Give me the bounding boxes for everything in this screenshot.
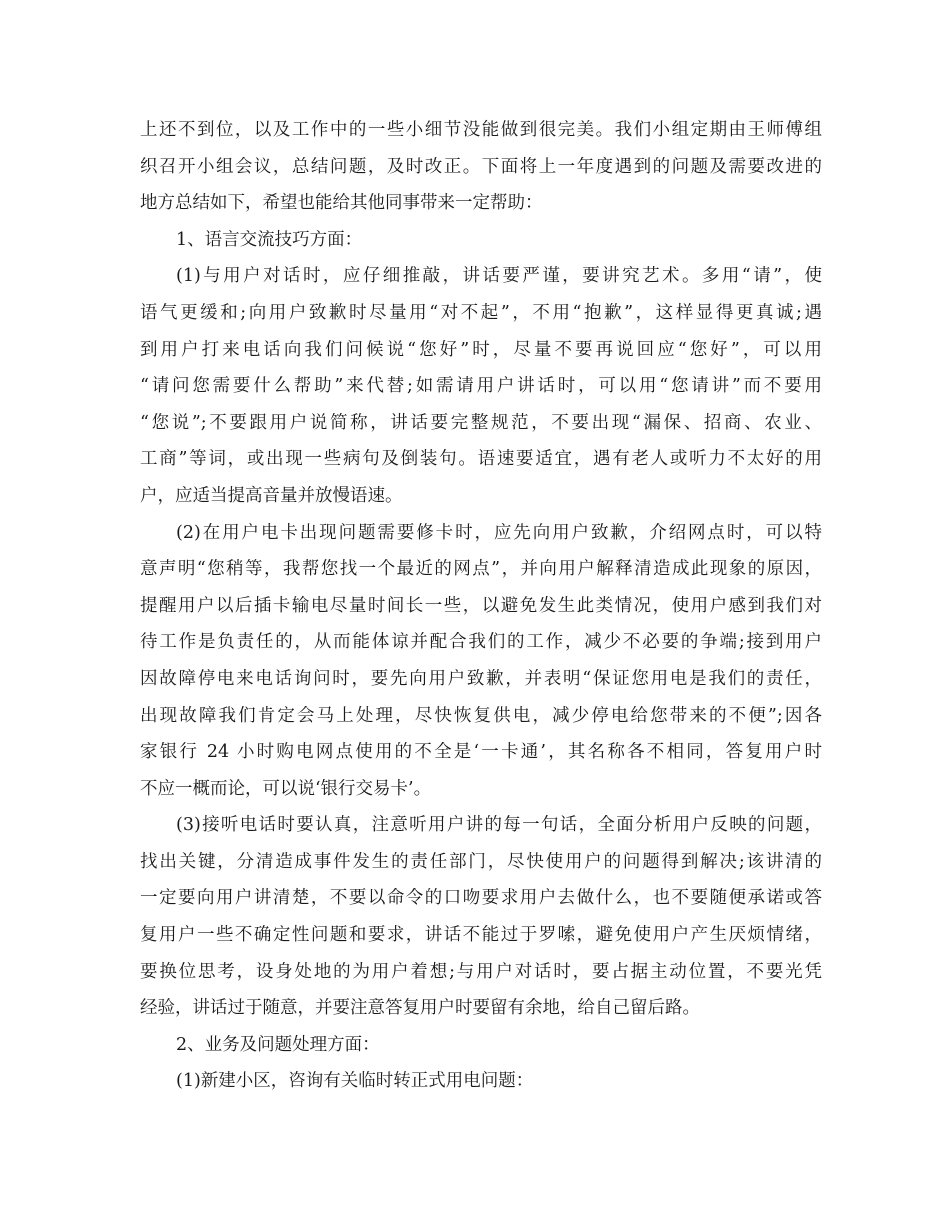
text-line: 找出关键，分清造成事件发生的责任部门，尽快使用户的问题得到解决;该讲清的 (140, 851, 822, 872)
text-line: “您说”;不要跟用户说简称，讲话要完整规范，不要出现“漏保、招商、农业、 (140, 412, 822, 433)
text-line: 复用户一些不确定性问题和要求，讲话不能过于罗嗦，避免使用户产生厌烦情绪， (140, 925, 822, 946)
document-body (140, 112, 822, 1100)
text-line: (2)在用户电卡出现问题需要修卡时，应先向用户致歉，介绍网点时，可以特 (176, 522, 822, 543)
text-line: 语气更缓和;向用户致歉时尽量用“对不起”，不用“抱歉”，这样显得更真诚;遇 (140, 302, 822, 323)
text-line: 上还不到位，以及工作中的一些小细节没能做到很完美。我们小组定期由王师傅组 (140, 120, 822, 140)
text-line: (1)新建小区，咨询有关临时转正式用电问题： (176, 1071, 534, 1092)
text-line: 一定要向用户讲清楚，不要以命令的口吻要求用户去做什么，也不要随便承诺或答 (140, 888, 822, 909)
text-line: 地方总结如下，希望也能给其他同事带来一定帮助： (140, 193, 543, 214)
text-line: 织召开小组会议，总结问题，及时改正。下面将上一年度遇到的问题及需要改进的 (140, 156, 822, 177)
text-line: 1、语言交流技巧方面： (176, 229, 363, 250)
text-line: 到用户打来电话向我们问候说“您好”时，尽量不要再说回应“您好”，可以用 (140, 339, 822, 360)
text-line: 不应一概而论，可以说‘银行交易卡’。 (140, 778, 432, 799)
text-line: 出现故障我们肯定会马上处理，尽快恢复供电，减少停电给您带来的不便”;因各 (140, 705, 822, 726)
text-line: 户，应适当提高音量并放慢语速。 (140, 485, 403, 506)
text-line: 2、业务及问题处理方面： (176, 1034, 380, 1055)
text-line: (3)接听电话时要认真，注意听用户讲的每一句话，全面分析用户反映的问题， (176, 815, 822, 836)
text-line: 要换位思考，设身处地的为用户着想;与用户对话时，要占据主动位置，不要光凭 (140, 961, 822, 982)
text-line: 提醒用户以后插卡输电尽量时间长一些，以避免发生此类情况，使用户感到我们对 (140, 595, 822, 616)
text-line: 因故障停电来电话询问时，要先向用户致歉，并表明“保证您用电是我们的责任， (140, 668, 822, 689)
text-line: “请问您需要什么帮助”来代替;如需请用户讲话时，可以用“您请讲”而不要用 (140, 376, 822, 397)
text-line: 工商”等词，或出现一些病句及倒装句。语速要适宜，遇有老人或听力不太好的用 (140, 449, 822, 470)
text-line: 待工作是负责任的，从而能体谅并配合我们的工作，减少不必要的争端;接到用户 (140, 632, 822, 653)
text-line: 意声明“您稍等，我帮您找一个最近的网点”，并向用户解释清造成此现象的原因， (140, 559, 822, 580)
text-line: (1)与用户对话时，应仔细推敲，讲话要严谨，要讲究艺术。多用“请”，使 (176, 266, 822, 287)
text-line: 经验，讲话过于随意，并要注意答复用户时要留有余地，给自己留后路。 (140, 998, 700, 1019)
text-line: 家银行 24 小时购电网点使用的不全是‘一卡通’，其名称各不相同，答复用户时 (140, 742, 822, 763)
